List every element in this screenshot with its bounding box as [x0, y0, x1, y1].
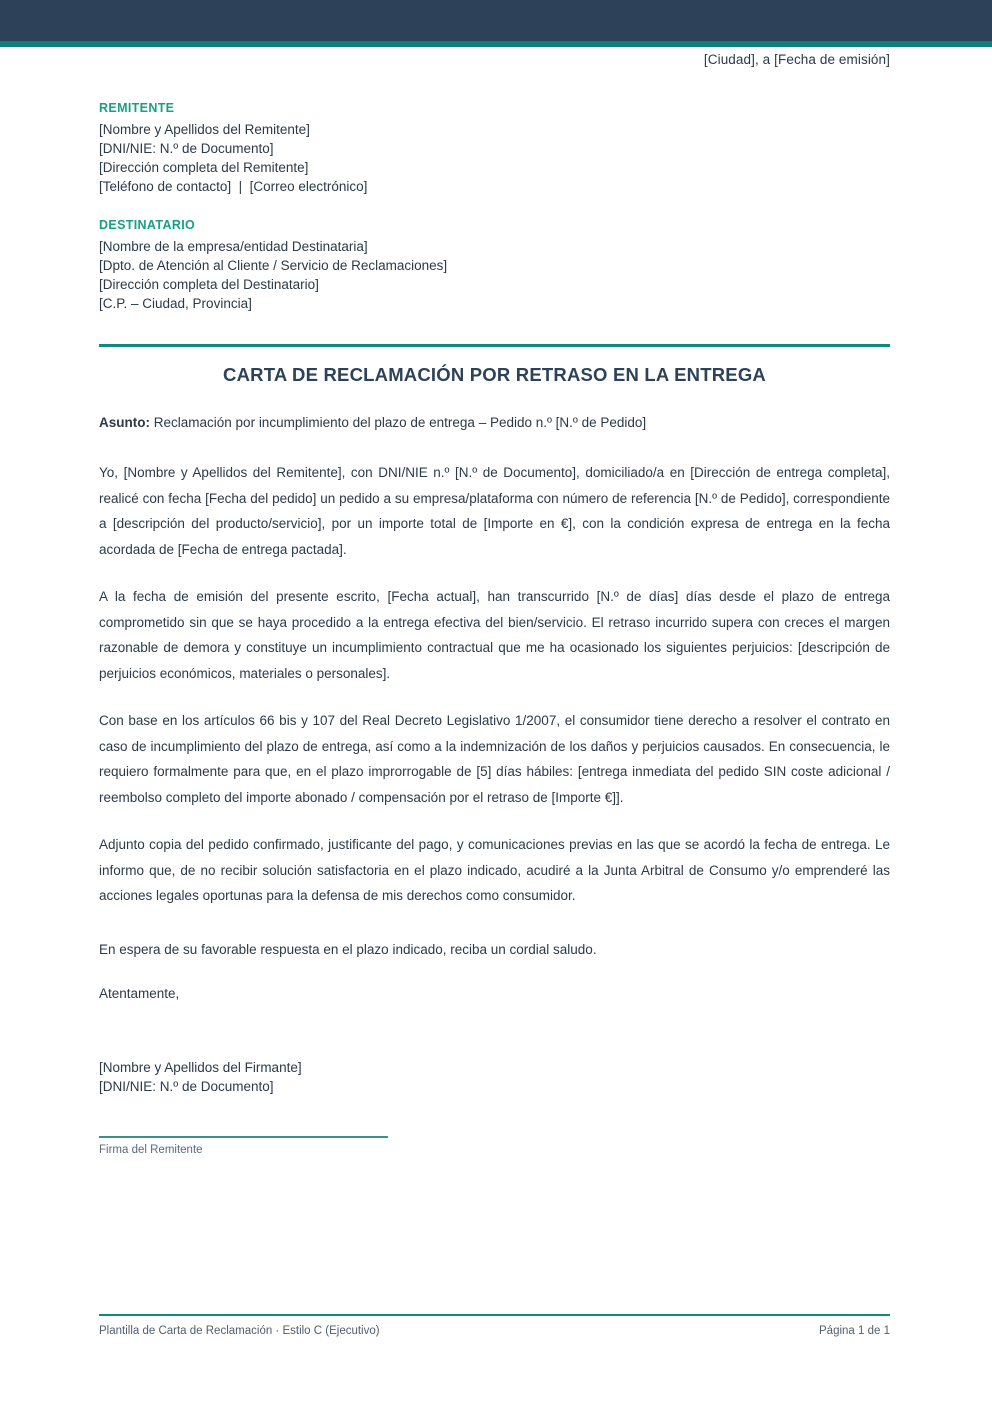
recipient-line-department: [Dpto. de Atención al Cliente / Servicio de Reclamaciones]: [99, 258, 448, 273]
footer-row: [99, 1325, 890, 1337]
signature-caption: Firma del Remitente: [99, 1143, 203, 1156]
sign-off-line: Atentamente,: [99, 985, 180, 1001]
footer-page-number: Página 1 de 1: [819, 1324, 890, 1337]
signature-rule: [99, 1136, 388, 1138]
sender-line-contact: [Teléfono de contacto] | [Correo electrónico]: [99, 179, 368, 194]
title-divider-rule: [99, 344, 890, 347]
signer-id: [DNI/NIE: N.º de Documento]: [99, 1078, 274, 1094]
closing-line: En espera de su favorable respuesta en el plazo indicado, reciba un cordial saludo.: [99, 941, 597, 957]
body-paragraph-4: Adjunto copia del pedido confirmado, justificante del pago, y comunicaciones previas en las que se acordó la fecha de entrega. Le informo que, de no recibir solución satisfactoria en el plazo indicado, acudiré a la Junta Arbitral de Consumo y/o emprenderé las acciones legales oportunas para la defensa de mis derechos como consumidor.: [99, 837, 890, 903]
recipient-block: [99, 218, 890, 313]
recipient-line-company: [Nombre de la empresa/entidad Destinataria]: [99, 239, 368, 254]
sender-heading: REMITENTE: [99, 101, 175, 115]
subject-line: [99, 413, 890, 433]
footer-template-label: Plantilla de Carta de Reclamación · Estilo C (Ejecutivo): [99, 1324, 380, 1337]
recipient-heading: DESTINATARIO: [99, 218, 196, 232]
document-content: [99, 0, 890, 1156]
footer-divider-rule: [99, 1314, 890, 1316]
page-footer: [99, 1314, 890, 1337]
date-line: [Ciudad], a [Fecha de emisión]: [703, 52, 890, 67]
subject-text: Reclamación por incumplimiento del plazo de entrega – Pedido n.º [N.º de Pedido]: [153, 415, 647, 430]
sender-line-id: [DNI/NIE: N.º de Documento]: [99, 141, 274, 156]
page-title: CARTA DE RECLAMACIÓN POR RETRASO EN LA ENTREGA: [223, 364, 766, 385]
sender-line-name: [Nombre y Apellidos del Remitente]: [99, 122, 310, 137]
recipient-line-address: [Dirección completa del Destinatario]: [99, 277, 319, 292]
recipient-line-city: [C.P. – Ciudad, Provincia]: [99, 296, 252, 311]
sender-line-address: [Dirección completa del Remitente]: [99, 160, 309, 175]
sender-block: [99, 101, 890, 196]
body-paragraph-2: A la fecha de emisión del presente escrito, [Fecha actual], han transcurrido [N.º de días] días desde el plazo de entrega comprometido sin que se haya procedido a la entrega efectiva del bien/servicio. El retraso incurrido supera con creces el margen razonable de demora y constituye un incumplimiento contractual que me ha ocasionado los siguientes perjuicios: [descripción de perjuicios económicos, materiales o personales].: [99, 589, 890, 681]
signature-block: [99, 1058, 890, 1156]
body-paragraph-3: Con base en los artículos 66 bis y 107 del Real Decreto Legislativo 1/2007, el consumidor tiene derecho a resolver el contrato en caso de incumplimiento del plazo de entrega, así como a la indemnización de los daños y perjuicios causados. En consecuencia, le requiero formalmente para que, en el plazo improrrogable de [5] días hábiles: [entrega inmediata del pedido SIN coste adicional / reembolso completo del importe abonado / compensación por el retraso de [Importe €]].: [99, 713, 890, 805]
body-paragraph-1: Yo, [Nombre y Apellidos del Remitente], con DNI/NIE n.º [N.º de Documento], domiciliado/a en [Dirección de entrega completa], realicé con fecha [Fecha del pedido] un pedido a su empresa/plataforma con número de referencia [N.º de Pedido], correspondiente a [descripción del producto/servicio], por un importe total de [Importe en €], con la condición expresa de entrega en la fecha acordada de [Fecha de entrega pactada].: [99, 465, 890, 557]
subject-label: Asunto:: [99, 415, 150, 430]
signer-name: [Nombre y Apellidos del Firmante]: [99, 1059, 302, 1075]
